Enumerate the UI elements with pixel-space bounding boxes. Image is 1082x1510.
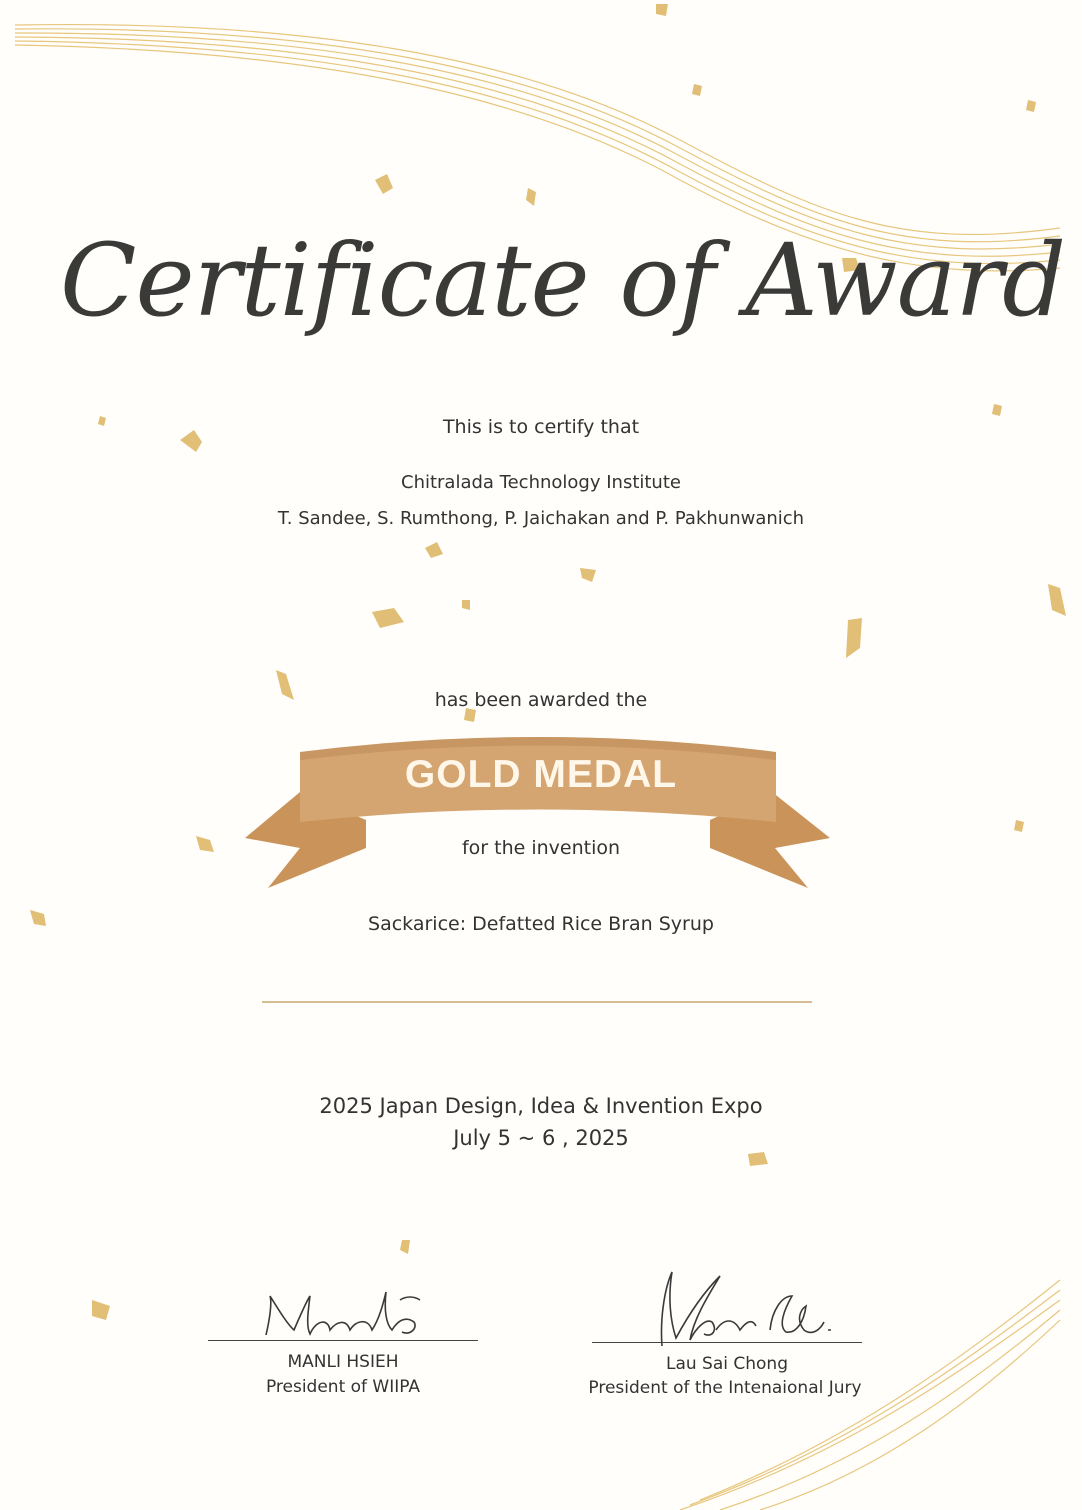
certificate-title: Certificate of Award — [60, 222, 1066, 339]
invention-name: Sackarice: Defatted Rice Bran Syrup — [368, 913, 714, 935]
signer-name-left: MANLI HSIEH — [287, 1352, 399, 1372]
signature-right — [661, 1272, 831, 1346]
signature-left — [266, 1292, 420, 1335]
for-invention-text: for the invention — [461, 837, 621, 859]
award-title: GOLD MEDAL — [404, 753, 678, 796]
organization-name: Chitralada Technology Institute — [401, 472, 681, 493]
recipient-names: T. Sandee, S. Rumthong, P. Jaichakan and P. Pakhunwanich — [277, 508, 805, 529]
event-name: 2025 Japan Design, Idea & Invention Expo — [319, 1094, 763, 1118]
event-dates: July 5 ~ 6 , 2025 — [453, 1126, 629, 1150]
signer-title-right: President of the Intenaional Jury — [588, 1378, 862, 1398]
intro-text: This is to certify that — [442, 416, 640, 438]
awarded-text: has been awarded the — [434, 689, 648, 711]
signature-line-left — [208, 1340, 478, 1341]
signer-title-left: President of WIIPA — [265, 1377, 421, 1397]
signature-line-right — [592, 1342, 862, 1343]
signer-name-right: Lau Sai Chong — [665, 1354, 788, 1374]
